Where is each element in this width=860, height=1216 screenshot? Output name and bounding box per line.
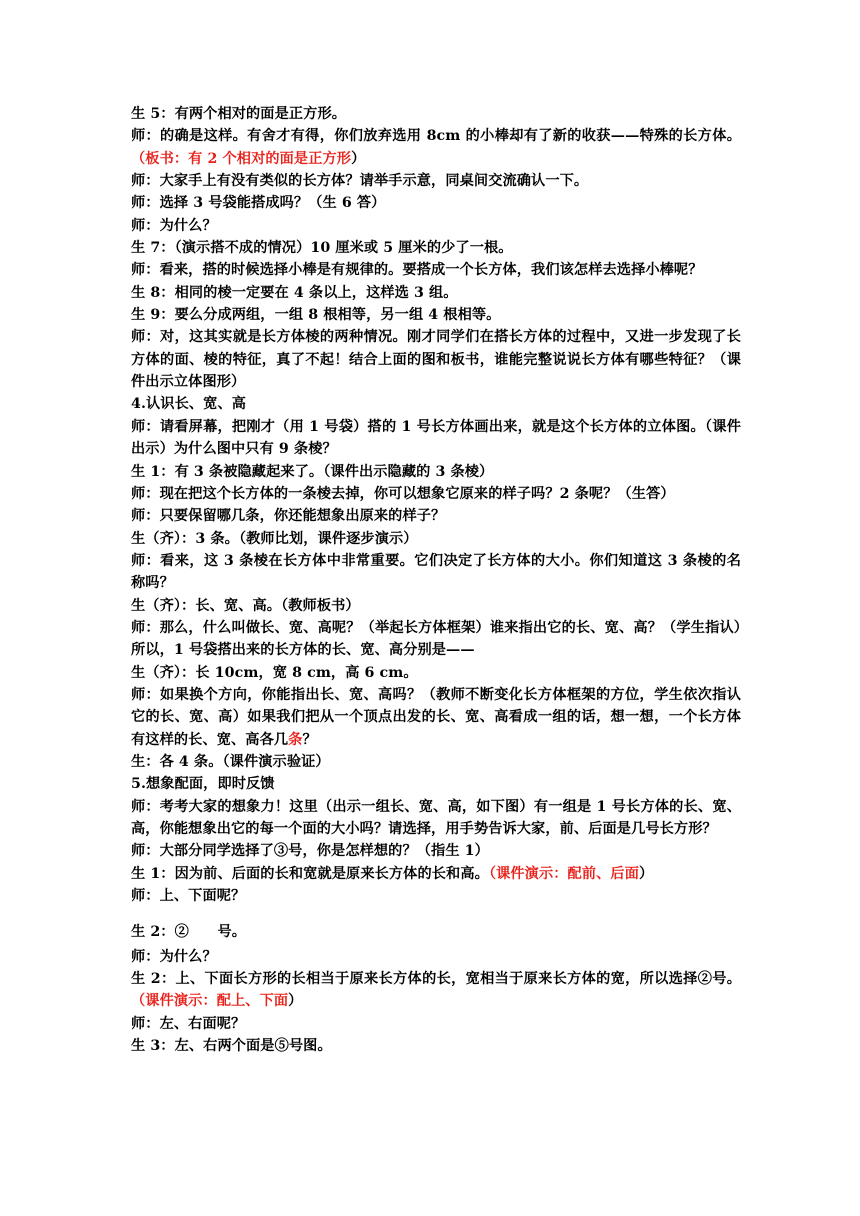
paragraph: 师：如果换个方向，你能指出长、宽、高吗？（教师不断变化长方体框架的方位，学生依次指认它的长、宽、高）如果我们把从一个顶点出发的长、宽、高看成一组的话，想一想，一个长方体有这样的长、宽、高各几条？ [131, 686, 741, 748]
blank-gap [131, 907, 741, 921]
paragraph: 师：的确是这样。有舍才有得，你们放弃选用 8cm 的小棒却有了新的收获——特殊的长方体。（板书：有 2 个相对的面是正方形） [131, 128, 741, 167]
paragraph: 师：大家手上有没有类似的长方体？请举手示意，同桌间交流确认一下。 [131, 173, 589, 190]
courseware-note: （课件演示：配上、下面 [131, 993, 289, 1010]
paragraph: 师：大部分同学选择了③号，你是怎样想的？（指生 1） [131, 843, 489, 860]
paragraph: 师：上、下面呢？ [131, 888, 246, 905]
paragraph: 生 2：② 号。 [131, 924, 247, 941]
paragraph: 生（齐）：长、宽、高。（教师板书） [131, 597, 360, 614]
board-note: （板书：有 2 个相对的面是正方形 [131, 150, 352, 167]
paragraph: 师：考考大家的想象力！这里（出示一组长、宽、高，如下图）有一组是 1 号长方体的长、宽、高，你能想象出它的每一个面的大小吗？请选择，用手势告诉大家，前、后面是几号长方形？ [131, 798, 741, 837]
paragraph: 生 1：有 3 条被隐藏起来了。（课件出示隐藏的 3 条棱） [131, 463, 494, 480]
paragraph: 生：各 4 条。（课件演示验证） [131, 753, 330, 770]
paragraph: 师：看来，这 3 条棱在长方体中非常重要。它们决定了长方体的大小。你们知道这 3 条棱的名称吗？ [131, 552, 741, 592]
paragraph: 师：选择 3 号袋能搭成吗？（生 6 答） [131, 195, 386, 212]
section-heading: 4.认识长、宽、高 [131, 396, 247, 413]
paragraph: 生 2：上、下面长方形的长相当于原来长方体的长，宽相当于原来长方体的宽，所以选择②号。（课件演示：配上、下面） [131, 971, 741, 1010]
paragraph: 生 7：（演示搭不成的情况）10 厘米或 5 厘米的少了一根。 [131, 240, 513, 257]
paragraph: 生 8：相同的棱一定要在 4 条以上，这样选 3 组。 [131, 284, 458, 301]
paragraph: 生 9：要么分成两组，一组 8 根相等，另一组 4 根相等。 [131, 307, 501, 324]
paragraph: 师：只要保留哪几条，你还能想象出原来的样子？ [131, 508, 446, 525]
paragraph: 生（齐）：长 10cm，宽 8 cm，高 6 cm。 [131, 664, 418, 681]
paragraph: 生（齐）：3 条。（教师比划，课件逐步演示） [131, 530, 418, 547]
paragraph: 师：请看屏幕，把刚才（用 1 号袋）搭的 1 号长方体画出来，就是这个长方体的立体图。（课件出示）为什么图中只有 9 条棱？ [131, 418, 741, 458]
paragraph: 师：为什么？ [131, 217, 217, 234]
paragraph: 师：看来，搭的时候选择小棒是有规律的。要搭成一个长方体，我们该怎样去选择小棒呢？ [131, 262, 703, 279]
highlight-word: 条 [288, 731, 303, 748]
paragraph: 生 1：因为前、后面的长和宽就是原来长方体的长和高。（课件演示：配前、后面） [131, 865, 654, 882]
courseware-note: （课件演示：配前、后面 [488, 865, 639, 882]
paragraph: 师：为什么？ [131, 948, 217, 965]
paragraph: 师：那么，什么叫做长、宽、高呢？（举起长方体框架）谁来指出它的长、宽、高？（学生指认）所以，1 号袋搭出来的长方体的长、宽、高分别是—— [131, 619, 741, 659]
document-body [131, 103, 741, 1057]
paragraph: 师：对，这其实就是长方体棱的两种情况。刚才同学们在搭长方体的过程中，又进一步发现了长方体的面、棱的特征，真了不起！结合上面的图和板书，谁能完整说说长方体有哪些特征？（课件出示立体图形） [131, 329, 741, 391]
paragraph: 生 3：左、右两个面是⑤号图。 [131, 1038, 332, 1055]
paragraph: 师：现在把这个长方体的一条棱去掉，你可以想象它原来的样子吗？2 条呢？（生答） [131, 485, 675, 502]
paragraph: 生 5：有两个相对的面是正方形。 [131, 106, 347, 122]
paragraph: 师：左、右面呢？ [131, 1015, 246, 1032]
section-heading: 5.想象配面，即时反馈 [131, 776, 275, 793]
